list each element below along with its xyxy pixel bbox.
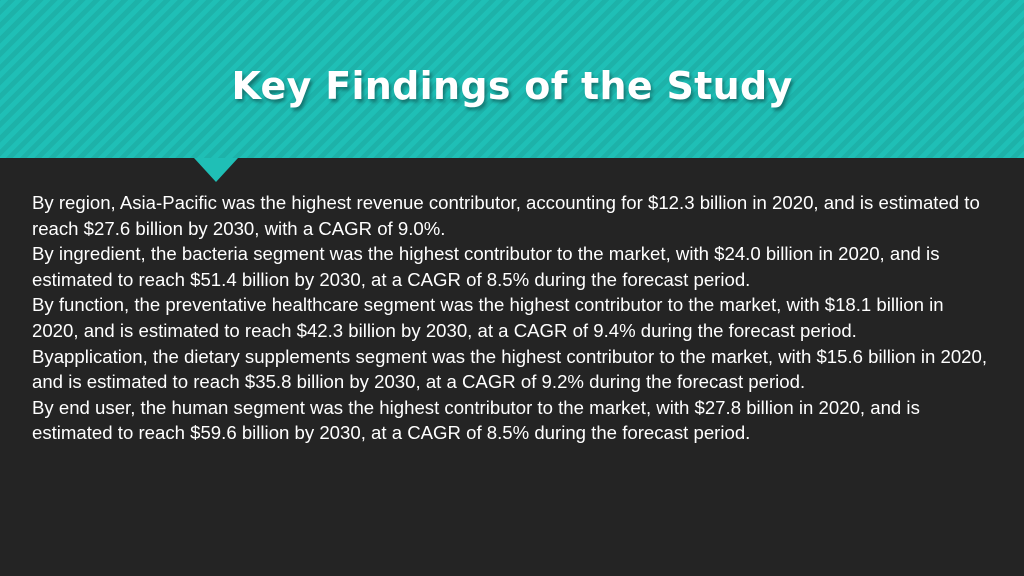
findings-body bbox=[32, 190, 992, 446]
finding-end-user: By end user, the human segment was the highest contributor to the market, with $27.8 billion in 2020, and is estimated to reach $59.6 billion by 2030, at a CAGR of 8.5% during the forecast period. bbox=[32, 396, 920, 444]
finding-region: By region, Asia-Pacific was the highest revenue contributor, accounting for $12.3 billion in 2020, and is estimated to reach $27.6 billion by 2030, with a CAGR of 9.0%. bbox=[32, 192, 980, 239]
finding-application: Byapplication, the dietary supplements segment was the highest contributor to the market, with $15.6 billion in 2020, and is estimated to reach $35.8 billion by 2030, at a CAGR of 9.2% during the forecast period. bbox=[32, 345, 988, 393]
finding-function: By function, the preventative healthcare segment was the highest contributor to the market, with $18.1 billion in 2020, and is estimated to reach $42.3 billion by 2030, at a CAGR of 9.4% during the forecast period. bbox=[32, 294, 944, 341]
finding-ingredient: By ingredient, the bacteria segment was the highest contributor to the market, with $24.0 billion in 2020, and is estimated to reach $51.4 billion by 2030, at a CAGR of 8.5% during the forecast period. bbox=[32, 243, 940, 290]
banner-pointer bbox=[194, 158, 238, 182]
slide-title: Key Findings of the Study bbox=[231, 64, 793, 108]
